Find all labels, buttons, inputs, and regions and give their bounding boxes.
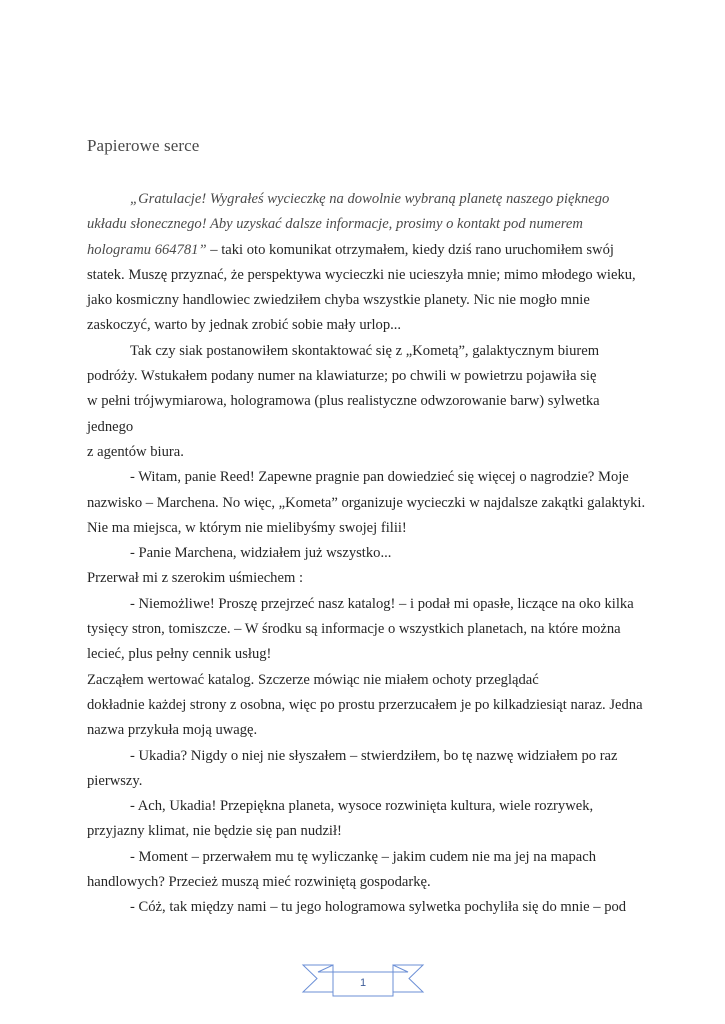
- paragraph: Tak czy siak postanowiłem skontaktować się z „Kometą”, galaktycznym biurem podróży. Wstukałem podany numer na klawiaturze; po chwili w powietrzu pojawiła się: [87, 342, 600, 385]
- paragraph: Zacząłem wertować katalog. Szczerze mówiąc nie miałem ochoty przeglądać: [87, 671, 539, 688]
- quoted-message: „Gratulacje! Wygrałeś wycieczkę na dowolnie wybraną planetę naszego pięknego układu słonecznego! Aby uzyskać dalsze informacje, prosimy o kontakt pod numerem hologramu 664781”: [87, 191, 610, 258]
- paragraph-text: – taki oto komunikat otrzymałem, kiedy dziś rano uruchomiłem swój statek. Muszę przyznać, że perspektywa wycieczki nie ucieszyła mnie; mimo młodego wieku, jako kosmiczny handlowiec zwiedziłem chyba wszystkie planety. Nic nie mogło mnie zaskoczyć, warto by jednak zrobić sobie mały urlop...: [87, 241, 636, 334]
- paragraph: jednego: [87, 418, 134, 435]
- paragraph: - Moment – przerwałem mu tę wyliczankę – jakim cudem nie ma jej na mapach handlowych? Przecież muszą mieć rozwiniętą gospodarkę.: [87, 848, 597, 891]
- paragraph: [87, 187, 647, 339]
- paragraph: - Niemożliwe! Proszę przejrzeć nasz katalog! – i podał mi opasłe, liczące na oko kilka tysięcy stron, tomiszcze. – W środku są informacje o wszystkich planetach, na które można lecieć, plus pełny cennik usług!: [87, 595, 634, 663]
- page-number-ribbon: [300, 962, 426, 998]
- page-number: 1: [359, 977, 367, 989]
- paragraph: - Cóż, tak między nami – tu jego hologramowa sylwetka pochyliła się do mnie – pod: [130, 899, 627, 916]
- paragraph: - Panie Marchena, widziałem już wszystko...: [130, 545, 392, 562]
- paragraph: dokładnie każdej strony z osobna, więc po prostu przerzucałem je po kilkadziesiąt naraz. Jedna nazwa przykuła moją uwagę.: [87, 696, 643, 739]
- document-body: [87, 187, 647, 921]
- paragraph: - Ach, Ukadia! Przepiękna planeta, wysoce rozwinięta kultura, wiele rozrywek, przyjazny klimat, nie będzie się pan nudził!: [87, 798, 594, 840]
- paragraph: - Ukadia? Nigdy o niej nie słyszałem – stwierdziłem, bo tę nazwę widziałem po raz pierwszy.: [87, 747, 618, 789]
- paragraph: Przerwał mi z szerokim uśmiechem :: [87, 570, 303, 587]
- paragraph: z agentów biura.: [87, 443, 184, 460]
- paragraph: - Witam, panie Reed! Zapewne pragnie pan dowiedzieć się więcej o nagrodzie? Moje nazwisko – Marchena. No więc, „Kometa” organizuje wycieczki w najdalsze zakątki galaktyki. Nie ma miejsca, w którym nie mielibyśmy swojej filii!: [87, 469, 646, 536]
- page-title: Papierowe serce: [87, 136, 200, 155]
- paragraph: w pełni trójwymiarowa, hologramowa (plus realistyczne odwzorowanie barw) sylwetka: [87, 393, 600, 410]
